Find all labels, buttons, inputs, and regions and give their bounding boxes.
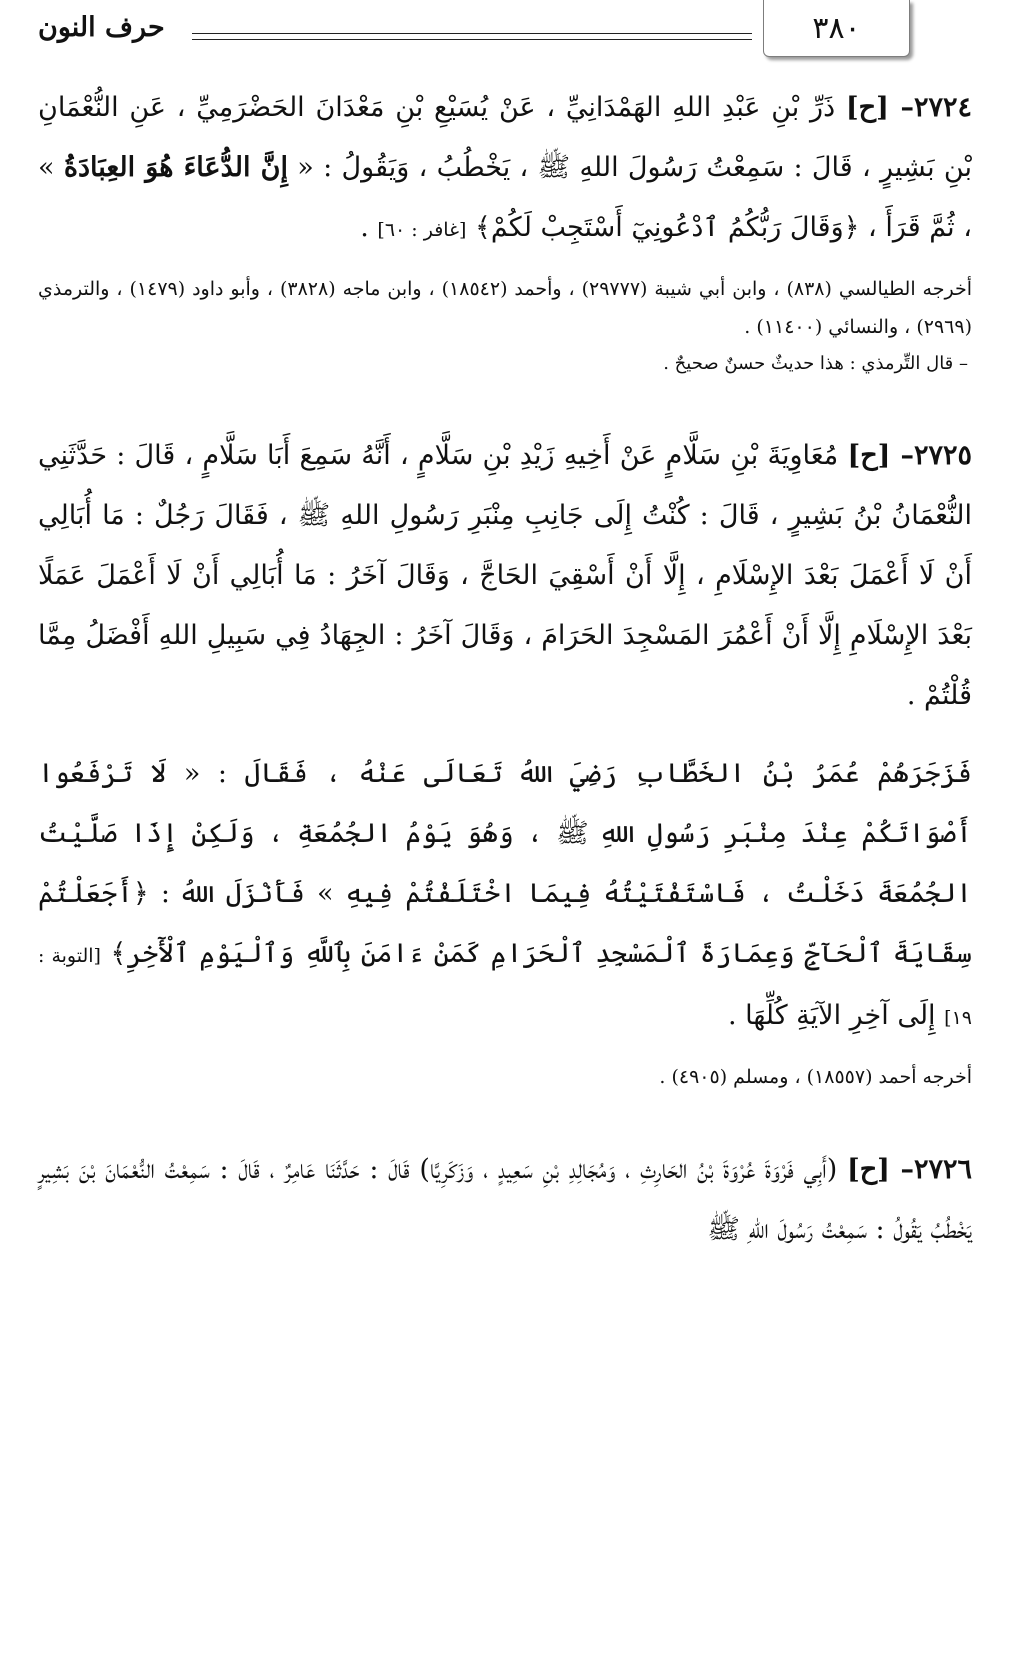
- hadith-paragraph-2: [38, 744, 972, 1048]
- takhrij-note: أخرجه أحمد (١٨٥٥٧) ، ومسلم (٤٩٠٥) .: [659, 1066, 972, 1088]
- page-content: [38, 78, 972, 1304]
- hadith-number: ٢٧٢٤– [ح]: [845, 92, 972, 123]
- hadith-body: مُعَاوِيَةَ بْنِ سَلَّامٍ عَنْ أَخِيهِ زَيْدِ بْنِ سَلَّامٍ ، أَنَّهُ سَمِعَ أَبَا سَلَّامٍ ، قَالَ : حَدَّثَنِي النُّعْمَانُ بْنُ بَشِيرٍ ، قَالَ : كُنْتُ إِلَى جَانِبِ مِنْبَرِ رَسُولِ اللهِ ﷺ ، فَقَالَ رَجُلٌ : مَا أُبَالِي أَنْ لَا أَعْمَلَ بَعْدَ الإِسْلَامِ ، إِلَّا أَنْ أَسْقِيَ الحَاجَّ ، وَقَالَ آخَرُ : مَا أُبَالِي أَنْ لَا أَعْمَلَ عَمَلًا بَعْدَ الإِسْلَامِ إِلَّا أَنْ أَعْمُرَ المَسْجِدَ الحَرَامَ ، وَقَالَ آخَرُ : الجِهَادُ فِي سَبِيلِ اللهِ أَفْضَلُ مِمَّا قُلْتُمْ .: [38, 440, 972, 711]
- hadith-number: ٢٧٢٦– [ح]: [846, 1154, 972, 1185]
- hadith-2725: [38, 426, 972, 1096]
- hadith-body: (أَبِي فَرْوَةَ عُرْوَةَ بْنُ الحَارِثِ ، وَمُجَالِدِ بْنِ سَعِيدٍ ، وَزَكَرِيَّا) قَالَ : حَدَّثَنَا عَامِرٌ ، قَالَ : سَمِعْتُ النُّعْمَانَ بْنَ بَشِيرٍ يَخْطُبُ يَقُولُ : سَمِعْتُ رَسُولَ اللهِ ﷺ: [38, 1154, 972, 1245]
- hadith-2724: [38, 78, 972, 382]
- page-number-tab: [763, 0, 910, 57]
- chapter-title: حرف النون: [38, 12, 165, 43]
- grading-note: – قال التِّرمذي : هذا حديثٌ حسنٌ صحيحٌ .: [663, 353, 968, 374]
- hadith-body: ذَرِّ بْنِ عَبْدِ اللهِ الهَمْدَانِيِّ ، عَنْ يُسَيْعِ بْنِ مَعْدَانَ الحَضْرَمِيِّ ، عَنِ النُّعْمَانِ بْنِ بَشِيرٍ ، قَالَ : سَمِعْتُ رَسُولَ اللهِ ﷺ ، يَخْطُبُ ، وَيَقُولُ : «: [38, 92, 972, 183]
- page-number: ٣٨٠: [812, 10, 861, 46]
- hadith-body-cont: فَزَجَرَهُمْ عُمَرُ بْنُ الخَطَّابِ رَضِيَ اللهُ تَعَالَى عَنْهُ ، فَقَالَ : « لَا تَرْفَعُوا أَصْوَاتَكُمْ عِنْدَ مِنْبَرِ رَسُولِ اللهِ ﷺ ، وَهُوَ يَوْمُ الجُمُعَةِ ، وَلَكِنْ إِذَا صَلَّيْتُ الجُمُعَةَ دَخَلْتُ ، فَاسْتَفْتَيْتُهُ فِيمَا اخْتَلَفْتُمْ فِيهِ » فَأَنْزَلَ اللهُ : ﴿أَجَعَلْتُمْ سِقَايَةَ ٱلْحَآجِّ وَعِمَارَةَ ٱلْمَسْجِدِ ٱلْحَرَامِ كَمَنْ ءَامَنَ بِٱللَّهِ وَٱلْيَوْمِ ٱلْأٓخِرِ﴾: [38, 758, 972, 969]
- hadith-text: [38, 426, 972, 726]
- hadith-body-cont: » ، ثُمَّ قَرَأَ ، ﴿وَقَالَ رَبُّكُمُ ٱدْعُونِيٓ أَسْتَجِبْ لَكُمْ﴾: [38, 152, 972, 243]
- hadith-text: [38, 1140, 972, 1260]
- header-rule: [192, 33, 752, 40]
- hadith-end: .: [360, 212, 369, 243]
- takhrij-note: أخرجه الطيالسي (٨٣٨) ، وابن أبي شيبة (٢٩٧٧٧) ، وأحمد (١٨٥٤٢) ، وابن ماجه (٣٨٢٨) ، وأبو داود (١٤٧٩) ، والترمذي (٢٩٦٩) ، والنسائي (١١٤٠٠) .: [38, 278, 972, 338]
- hadith-2726: [38, 1140, 972, 1260]
- quran-reference: [التوبة : ١٩]: [38, 945, 972, 1029]
- quran-reference: [غافر : ٦٠]: [377, 219, 467, 241]
- hadith-text: [38, 78, 972, 260]
- hadith-number: ٢٧٢٥– [ح]: [847, 440, 972, 471]
- hadith-highlight: إِنَّ الدُّعَاءَ هُوَ العِبَادَةُ: [63, 152, 288, 183]
- hadith-end: إِلَى آخِرِ الآيَةِ كُلِّهَا .: [727, 1000, 936, 1031]
